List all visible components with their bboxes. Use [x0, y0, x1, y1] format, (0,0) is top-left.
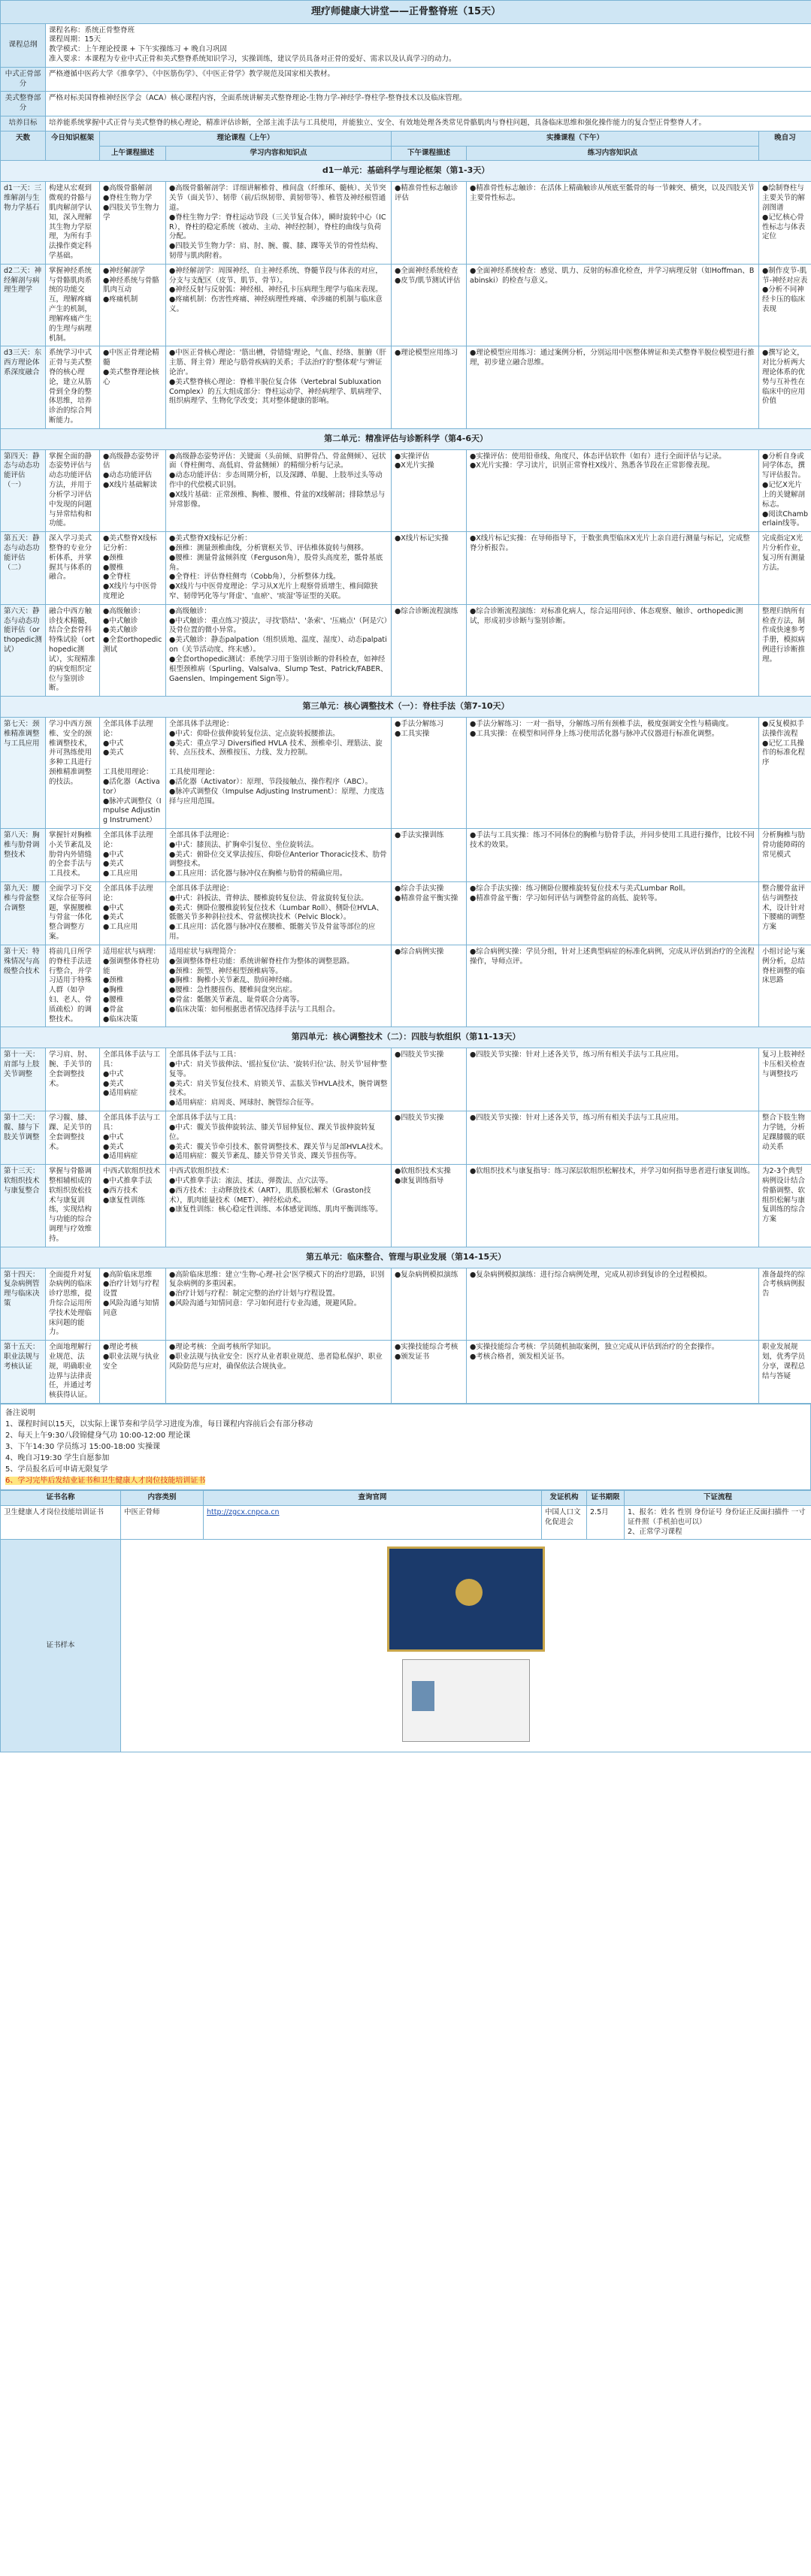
note-line: 1、课程时间以15天，以实际上课节奏和学员学习进度为准，每日课程内容前后会有部分移动 [5, 1420, 313, 1429]
morning-content: 全部具体手法与工具： ●中式：肩关节拔伸法、'摇拉复位'法、'旋转归位'法、肘关节'屈伸'整复等。 ●美式：肩关节复位技术、肩锁关节、盂肱关节HVLA技术，腕骨调整技术。 ●适用病症：肩周炎、网球肘、腕管综合征等。 [166, 1048, 392, 1111]
meishi-label: 美式整脊部分 [1, 92, 46, 116]
unit-title: 第四单元：核心调整技术（二）：四肢与软组织（第11-13天） [1, 1027, 811, 1048]
afternoon-desc: ●软组织技术实操 ●康复训练指导 [392, 1165, 467, 1247]
afternoon-content: ●综合手法实操：练习侧卧位腰椎旋转复位技术与美式Lumbar Roll。 ●精准骨盆平衡：学习如何评估与调整骨盆的高低、旋转等。 [467, 882, 759, 945]
evening-study: 为2-3个典型病例设计结合骨骼调整、软组织松解与康复训练的综合方案 [759, 1165, 811, 1247]
meishi-text: 严格对标美国脊椎神经医学会（ACA）核心课程内容，全面系统讲解美式整脊理论-生物力学-神经学-脊柱学-整脊技术以及临床管理。 [46, 92, 811, 116]
cert-term: 2.5月 [587, 1505, 625, 1539]
header-desc1: 上午课程描述 [100, 146, 166, 161]
morning-desc: ●神经解剖学 ●神经系统与骨骼肌肉互动 ●疼痛机制 [100, 264, 166, 346]
cert-header: 证书期限 [587, 1491, 625, 1506]
certificate-cover-image [387, 1547, 545, 1652]
afternoon-content: ●实操技能综合考核：学员随机抽取案例，独立完成从评估到治疗的全套操作。 ●考核合格者，颁发相关证书。 [467, 1341, 759, 1404]
afternoon-desc: ●全面神经系统检查 ●皮节/肌节测试评估 [392, 264, 467, 346]
day-framework: 构建从宏观到微观的骨骼与肌肉解剖学认知，深入理解其生物力学原理，为所有手法操作奠定科学基础。 [46, 182, 100, 265]
day-framework: 融合中西方触诊技术精髓，结合全套骨科特殊试验（orthopedic测试），实现精准的病变组织定位与鉴别诊断。 [46, 604, 100, 696]
evening-study: 职业发展规划，优秀学员分享，课程总结与答疑 [759, 1341, 811, 1404]
morning-content: ●中医正骨核心理论：'筋出槽，骨错缝'理论，气血、经络、脏腑（肝主筋、肾主骨）理论与筋骨疾病的关系；手法治疗的'整体观'与'辨证论治'。 ●美式整脊核心理论：脊椎半脱位复合体（Vertebral Subluxation Complex）的五大组成部分：脊柱运动学、神经病理学、肌病理学、组织病理学、生物化学改变；其对整体健康的影响。 [166, 346, 392, 429]
unit-title: 第二单元：精准评估与诊断科学（第4-6天） [1, 428, 811, 449]
morning-content: ●高级骨骼解剖学：详细讲解椎骨、椎间盘（纤维环、髓核）、关节突关节（面关节）、韧带（前/后纵韧带、黄韧带等）、椎管及神经根管通道。 ●脊柱生物力学：脊柱运动节段（三关节复合体），瞬时旋转中心（ICR），脊柱的稳定系统（被动、主动、神经控制），脊柱的曲线与负荷分配。 ●四肢关节生物力学：肩、肘、腕、髋、膝、踝等关节的骨性结构、韧带与肌肉附着。 [166, 182, 392, 265]
day-name: d1一天：三维解剖与生物力学基石 [1, 182, 46, 265]
morning-desc: ●高级静态姿势评估 ●动态功能评估 ●X线片基础解读 [100, 449, 166, 532]
afternoon-content: ●全面神经系统检查：感觉、肌力、反射的标准化检查，并学习病理反射（如Hoffman、Babinski）的检查与意义。 [467, 264, 759, 346]
afternoon-content: ●实操评估：使用铅垂线、角度尺、体态评估软件（如有）进行全面评估与记录。 ●X光片实操：学习读片，识别正常脊柱X线片、熟悉各节段在正常影像表现。 [467, 449, 759, 532]
evening-study: 小组讨论与案例分析，总结脊柱调整的临床思路 [759, 945, 811, 1027]
note-highlight: 6、学习完毕后发结业证书和卫生健康人才岗位技能培训证书 [5, 1477, 206, 1486]
zhongshi-text: 严格遵循中医药大学《推拿学》、《中医筋伤学》、《中医正骨学》教学规范及国家相关教材。 [46, 67, 811, 92]
morning-desc: ●中医正骨理论精髓 ●美式整脊理论核心 [100, 346, 166, 429]
morning-desc: ●高级触诊： ●中式触诊 ●美式触诊 ●全套orthopedic测试 [100, 604, 166, 696]
day-framework: 掌握针对胸椎小关节紊乱及肋骨内外错缝的全套手法与工具技术。 [46, 828, 100, 881]
note-line: 4、晚自习19:30 学生自愿参加 [5, 1454, 110, 1463]
morning-content: 全部具体手法理论： ●中式：仰卧位拔伸旋转复位法、定点旋转扳腰推法。 ●美式：重点学习 Diversified HVLA 技术、颈椎牵引、理筋法、旋转、点压技术、颈椎按压、力线、发力控制。 工具使用理论： ●活化器（Activator）：原理、节段接触点、操作程序（ABC）。 ●脉冲式调整仪（Impulse Adjusting Instrument）：原理、力度选择与应用范围。 [166, 718, 392, 829]
cert-header: 内容类别 [121, 1491, 204, 1506]
morning-content: ●美式整脊X线标记分析： ●颈椎：测量颈椎曲线，分析寰枢关节、评估椎体旋转与侧移。 ●腰椎：测量骨盆倾斜度（Ferguson角），股骨头高度差，骶骨基底角。 ●全脊柱：评估脊柱侧弯（Cobb角），分析整体力线。 ●X线片与中医骨度理论：学习从X光片上观察骨质增生、椎间隙狭窄、韧带钙化等与'肾虚'、'血瘀'、'痰湿'等证型的关联。 [166, 532, 392, 605]
morning-desc: 全部具体手法理论： ●中式 ●美式 ●工具应用 [100, 828, 166, 881]
evening-study: 分析胸椎与肋骨功能障碍的常见模式 [759, 828, 811, 881]
day-row [1, 1341, 811, 1404]
day-framework: 掌握全面的静态姿势评估与动态功能评估方法，并用于分析学习评估中发现的问题与异常结构和功能。 [46, 449, 100, 532]
afternoon-content: ●手法与工具实操：练习不同体位的胸椎与肋骨手法，并同步使用工具进行操作，比较不同技术的效果。 [467, 828, 759, 881]
morning-desc: 全部具体手法与工具： ●中式 ●美式 ●适用病症 [100, 1048, 166, 1111]
header-evening: 晚自习 [759, 131, 811, 161]
cert-site-link[interactable]: http://zgcx.cnpca.cn [204, 1505, 542, 1539]
cert-category: 中医正骨师 [121, 1505, 204, 1539]
afternoon-content: ●理论模型应用练习：通过案例分析，分别运用中医整体辨证和美式整脊半脱位模型进行推理，初步建立融合思维。 [467, 346, 759, 429]
day-framework: 将前几日所学的脊柱手法进行整合，并学习适用于特殊人群（如孕妇、老人、骨质疏松）的调整技术。 [46, 945, 100, 1027]
afternoon-content: ●四肢关节实操：针对上述各关节，练习所有相关手法与工具应用。 [467, 1111, 759, 1165]
seal-icon [455, 1579, 483, 1606]
day-row [1, 346, 811, 429]
morning-desc: ●高级骨骼解剖 ●脊柱生物力学 ●四肢关节生物力学 [100, 182, 166, 265]
morning-content: 全部具体手法与工具： ●中式：髋关节拔伸旋转法、膝关节屈伸复位、踝关节拔伸旋转复位。 ●美式：髋关节牵引技术、髌骨调整技术、踝关节与足部HVLA技术。 ●适用病症：髋关节紊乱、膝关节骨关节炎、踝关节扭伤等。 [166, 1111, 392, 1165]
afternoon-content: ●综合诊断流程演练：对标准化病人，综合运用问诊、体态观察、触诊、orthopedic测试，形成初步诊断与鉴别诊断。 [467, 604, 759, 696]
day-framework: 深入学习美式整脊的专业分析体系，并掌握其与体系的融合。 [46, 532, 100, 605]
evening-study: 复习上肢神经卡压相关检查与调整技巧 [759, 1048, 811, 1111]
header-morning: 理论课程（上午） [100, 131, 392, 146]
day-row [1, 882, 811, 945]
day-row [1, 945, 811, 1027]
evening-study: 完成指定X光片分析作业，复习所有测量方法。 [759, 532, 811, 605]
day-name: 第十一天：肩部与上肢关节调整 [1, 1048, 46, 1111]
goal-text: 培养能系统掌握中式正骨与美式整脊的核心理论，精准评估诊断，全部主流手法与工具使用，并能独立、安全、有效地处理各类常见骨骼肌肉与脊柱问题，具备临床思维和强化操作能力的复合型正骨整脊人才。 [46, 116, 811, 132]
morning-content: 适用症状与病理简介： ●强调整体脊柱功能：系统讲解脊柱作为整体的调整思路。 ●颈椎：颈型、神经根型颈椎病等。 ●胸椎：胸椎小关节紊乱、肋间神经痛。 ●腰椎：急性腰扭伤、腰椎间盘突出症。 ●骨盆：骶髂关节紊乱、耻骨联合分离等。 ●临床决策：如何根据患者情况选择手法与工具组合。 [166, 945, 392, 1027]
afternoon-desc: ●X线片标记实操 [392, 532, 467, 605]
day-framework: 掌握神经系统与骨骼肌肉系统的功能交互，理解疼痛产生的机制，理解疼痛产生的生理与病理机制。 [46, 264, 100, 346]
morning-content: 全部具体手法理论： ●中式：膝顶法、扩胸牵引复位、坐位旋转法。 ●美式：俯卧位交叉掌法按压、仰卧位Anterior Thoracic技术、肋骨调整技术。 ●工具应用：活化器与脉冲仪在胸椎与肋骨的精确应用。 [166, 828, 392, 881]
header-content2: 练习内容知识点 [467, 146, 759, 161]
day-name: 第十二天：髋、膝与下肢关节调整 [1, 1111, 46, 1165]
header-desc2: 下午课程描述 [392, 146, 467, 161]
day-row [1, 532, 811, 605]
afternoon-desc: ●四肢关节实操 [392, 1111, 467, 1165]
morning-desc: 中西式软组织技术 ●中式推拿手法 ●西方技术 ●康复性训练 [100, 1165, 166, 1247]
day-name: d3三天：东西方理论体系深度融合 [1, 346, 46, 429]
cert-header: 发证机构 [542, 1491, 587, 1506]
cert-header: 下证流程 [625, 1491, 811, 1506]
cert-sample-images [121, 1540, 811, 1752]
day-name: d2二天：神经解剖与病理生理学 [1, 264, 46, 346]
cert-steps: 1、报名：姓名 性别 身份证号 身份证正反面扫描件 一寸证件照（手机拍也可以） 2、正常学习课程 [625, 1505, 811, 1539]
evening-study: ●反复模拟手法操作流程 ●记忆工具操作的标准化程序 [759, 718, 811, 829]
evening-study: ●分析自身或同学体态，撰写评估报告。 ●记忆X光片上的关键解剖标志。 ●阅读Chamberlain线等。 [759, 449, 811, 532]
day-row [1, 449, 811, 532]
day-name: 第八天：胸椎与肋骨调整技术 [1, 828, 46, 881]
cert-name: 卫生健康人才岗位技能培训证书 [1, 1505, 121, 1539]
unit-title: 第五单元：临床整合、管理与职业发展（第14-15天） [1, 1247, 811, 1268]
morning-content: ●神经解剖学：周围神经、自主神经系统、脊髓节段与体表的对应，分支与支配区（皮节、肌节、骨节）。 ●神经反射与反射弧：神经根、神经孔卡压病理生理学与临床表现。 ●疼痛机制：伤害性疼痛、神经病理性疼痛、牵涉痛的机制与临床意义。 [166, 264, 392, 346]
afternoon-content: ●精准骨性标志触诊：在活体上精确触诊从颅底至骶骨的每一节棘突、横突，以及四肢关节主要骨性标志。 [467, 182, 759, 265]
afternoon-content: ●四肢关节实操：针对上述各关节，练习所有相关手法与工具应用。 [467, 1048, 759, 1111]
overview-body: 课程名称：系统正骨整脊班 课程周期：15天 教学模式：上午理论授课 + 下午实操练习 + 晚自习巩固 准入要求：本课程为专业中式正骨和美式整脊系统知识学习，实操训练，建议学员具备对正骨的爱好、需求以及认真学习的动力。 [46, 23, 811, 67]
afternoon-desc: ●手法实操训练 [392, 828, 467, 881]
morning-desc: 适用症状与病理： ●强调整体脊柱功能 ●颈椎 ●胸椎 ●腰椎 ●骨盆 ●临床决策 [100, 945, 166, 1027]
day-name: 第六天：静态与动态功能评估（orthopedic测试） [1, 604, 46, 696]
evening-study: 整理归纳所有检查方法，制作成快速参考手册，模拟病例进行诊断推理。 [759, 604, 811, 696]
day-framework: 系统学习中式正骨与美式整脊的核心理论，建立从筋骨到全身的整体思维，培养诊治的综合判断能力。 [46, 346, 100, 429]
afternoon-content: ●手法分解练习：一对一指导，分解练习所有颈椎手法，极度强调安全性与精确度。 ●工具实操：在模型和同伴身上练习使用活化器与脉冲式仪器进行标准化调整。 [467, 718, 759, 829]
cert-issuer: 中国人口文化促进会 [542, 1505, 587, 1539]
photo-icon [412, 1681, 434, 1711]
day-row [1, 718, 811, 829]
afternoon-desc: ●手法分解练习 ●工具实操 [392, 718, 467, 829]
day-row [1, 828, 811, 881]
morning-content: ●高阶临床思维：建立'生物-心理-社会'医学模式下的治疗思路，识别复杂病例的多重因素。 ●治疗计划与疗程：制定完整的治疗计划与疗程设置。 ●风险沟通与知情同意：学习如何进行专业沟通，规避风险。 [166, 1268, 392, 1341]
morning-desc: ●高阶临床思维 ●治疗计划与疗程设置 ●风险沟通与知情同意 [100, 1268, 166, 1341]
morning-desc: 全部具体手法与工具： ●中式 ●美式 ●适用病症 [100, 1111, 166, 1165]
header-today: 今日知识框架 [46, 131, 100, 161]
zhongshi-label: 中式正骨部分 [1, 67, 46, 92]
day-name: 第九天：腰椎与骨盆整合调整 [1, 882, 46, 945]
evening-study: 整合下肢生物力学链，分析足踝膝髋的联动关系 [759, 1111, 811, 1165]
day-row [1, 604, 811, 696]
afternoon-desc: ●理论模型应用练习 [392, 346, 467, 429]
day-row [1, 182, 811, 265]
evening-study: 准备最终的综合考核病例报告 [759, 1268, 811, 1341]
afternoon-content: ●复杂病例模拟演练：进行综合病例处理，完成从初诊到复诊的全过程模拟。 [467, 1268, 759, 1341]
unit-title: 第三单元：核心调整技术（一）：脊柱手法（第7-10天） [1, 697, 811, 718]
morning-desc: ●理论考核 ●职业法规与执业安全 [100, 1341, 166, 1404]
day-name: 第七天：颈椎精准调整与工具应用 [1, 718, 46, 829]
afternoon-desc: ●综合诊断流程演练 [392, 604, 467, 696]
header-content1: 学习内容和知识点 [166, 146, 392, 161]
day-framework: 学习肩、肘、腕、手关节的全套调整技术。 [46, 1048, 100, 1111]
afternoon-desc: ●实操评估 ●X光片实操 [392, 449, 467, 532]
afternoon-content: ●软组织技术与康复指导：练习深层软组织松解技术，并学习如何指导患者进行康复训练。 [467, 1165, 759, 1247]
morning-desc: 全部具体手法理论： ●中式 ●美式 工具使用理论： ●活化器（Activator） ●脉冲式调整仪（Impulse Adjusting Instrument） [100, 718, 166, 829]
morning-content: 中西式软组织技术： ●中式推拿手法：滚法、揉法、弹拨法、点穴法等。 ●西方技术：主动释放技术（ART），肌筋膜松解术（Graston技术），肌肉能量技术（MET）、神经松动术。 ●康复性训练：核心稳定性训练、本体感觉训练、肌肉平衡训练等。 [166, 1165, 392, 1247]
day-framework: 学习中西方颈椎、安全的颈椎调整技术，并可熟练使用多种工具进行颈椎精准调整的技法。 [46, 718, 100, 829]
afternoon-desc: ●精准骨性标志触诊评估 [392, 182, 467, 265]
day-name: 第十五天：职业法规与考核认证 [1, 1341, 46, 1404]
evening-study: ●撰写论文，对比分析两大理论体系的优势与互补性在临床中的应用价值 [759, 346, 811, 429]
day-name: 第五天：静态与动态功能评估（二） [1, 532, 46, 605]
page-title: 理疗师健康大讲堂——正骨整脊班（15天） [1, 1, 811, 24]
day-row [1, 1111, 811, 1165]
day-row [1, 264, 811, 346]
afternoon-desc: ●四肢关节实操 [392, 1048, 467, 1111]
morning-content: 全部具体手法理论： ●中式：斜扳法、背伸法、腰椎旋转复位法、骨盆旋转复位法。 ●美式：侧卧位腰椎旋转复位技术（Lumbar Roll）、侧卧位HVLA、骶髂关节多种斜拉技术、骨盆楔块技术（Pelvic Block）。 ●工具应用：活化器与脉冲仪在腰椎、骶髂关节及骨盆等部位的应用。 [166, 882, 392, 945]
afternoon-content: ●综合病例实操：学员分组，针对上述典型病症的标准化病例，完成从评估到治疗的全流程操作，导师点评。 [467, 945, 759, 1027]
afternoon-desc: ●综合手法实操 ●精准骨盆平衡实操 [392, 882, 467, 945]
afternoon-desc: ●实操技能综合考核 ●颁发证书 [392, 1341, 467, 1404]
day-framework: 全面提升对复杂病例的临床诊疗思维，提升综合运用所学技术处理临床问题的能力。 [46, 1268, 100, 1341]
note-line: 5、学员报名后可申请无限复学 [5, 1465, 108, 1474]
day-name: 第十天：特殊情况与高级整合技术 [1, 945, 46, 1027]
note-line: 3、下午14:30 学员练习 15:00-18:00 实操课 [5, 1443, 160, 1452]
evening-study: ●制作皮节-肌节-神经对应表 ●分析不同神经卡压的临床表现 [759, 264, 811, 346]
day-name: 第十四天：复杂病例管理与临床决策 [1, 1268, 46, 1341]
morning-content: ●理论考核：全面考核所学知识。 ●职业法规与执业安全：医疗从业者职业规范、患者隐私保护、职业风险防范与应对，确保依法合规执业。 [166, 1341, 392, 1404]
goal-label: 培养目标 [1, 116, 46, 132]
day-framework: 学习髋、膝、踝、足关节的全套调整技术。 [46, 1111, 100, 1165]
evening-study: 整合腰骨盆评估与调整技术，设计针对下腰痛的调整方案 [759, 882, 811, 945]
notes-label: 备注说明 [5, 1409, 35, 1418]
cert-header: 证书名称 [1, 1491, 121, 1506]
day-framework: 全面学习下交叉综合征等问题，掌握腰椎与骨盆一体化整合调整方案。 [46, 882, 100, 945]
cert-sample-label: 证书样本 [1, 1540, 121, 1752]
morning-content: ●高级静态姿势评估：关键面（头前倾、肩胛骨凸、骨盆侧倾）、冠状面（脊柱侧弯、高低肩、骨盆侧倾）的精细分析与记录。 ●动态功能评估：步态周期分析，以及深蹲、单腿、上肢举过头等动作中的代偿模式识别。 ●X线片基础：正常颈椎、胸椎、腰椎、骨盆的X线解剖；排除禁忌与异常影像。 [166, 449, 392, 532]
morning-content: ●高级触诊： ●中式触诊：重点练习'摸法'，寻找'筋结'、'条索'、'压痛点'（阿是穴）及骨位置的微小异常。 ●美式触诊：静态palpation（组织质地、温度、湿度）、动态palpation（关节活动度、终末感）。 ●全套orthopedic测试：系统学习用于鉴别诊断的骨科检查，如神经根型颈椎病（Spurling、Valsalva、Slump Test、Patrick/FABER、Gaenslen、Impingement Sign等）。 [166, 604, 392, 696]
day-row [1, 1165, 811, 1247]
cert-header: 查询官网 [204, 1491, 542, 1506]
afternoon-desc: ●综合病例实操 [392, 945, 467, 1027]
morning-desc: ●美式整脊X线标记分析： ●颈椎 ●腰椎 ●全脊柱 ●X线片与中医骨度理论 [100, 532, 166, 605]
day-name: 第四天：静态与动态功能评估（一） [1, 449, 46, 532]
day-framework: 掌握与骨骼调整相辅相成的软组织放松技术与康复训练，实现结构与功能的综合调理与疗效维持。 [46, 1165, 100, 1247]
morning-desc: 全部具体手法理论： ●中式 ●美式 ●工具应用 [100, 882, 166, 945]
header-day: 天数 [1, 131, 46, 161]
overview-label: 课程总纲 [1, 23, 46, 67]
evening-study: ●绘制脊柱与主要关节的解剖图谱 ●记忆核心骨性标志与体表定位 [759, 182, 811, 265]
header-afternoon: 实操课程（下午） [392, 131, 759, 146]
afternoon-content: ●X线片标记实操：在导师指导下，于数张典型临床X光片上亲自进行测量与标记，完成整脊分析报告。 [467, 532, 759, 605]
day-name: 第十三天：软组织技术与康复整合 [1, 1165, 46, 1247]
certificate-inner-image [402, 1659, 530, 1742]
day-row [1, 1048, 811, 1111]
day-framework: 全面地理解行业规范、法规，明确职业边界与法律责任，并通过考核获得认证。 [46, 1341, 100, 1404]
cert-table [0, 1490, 811, 1752]
note-line: 2、每天上午9:30八段锦健身气功 10:00-12:00 理论课 [5, 1432, 191, 1441]
afternoon-desc: ●复杂病例模拟演练 [392, 1268, 467, 1341]
day-row [1, 1268, 811, 1341]
unit-title: d1一单元：基础科学与理论框架（第1-3天） [1, 161, 811, 182]
notes-section [0, 1404, 811, 1490]
